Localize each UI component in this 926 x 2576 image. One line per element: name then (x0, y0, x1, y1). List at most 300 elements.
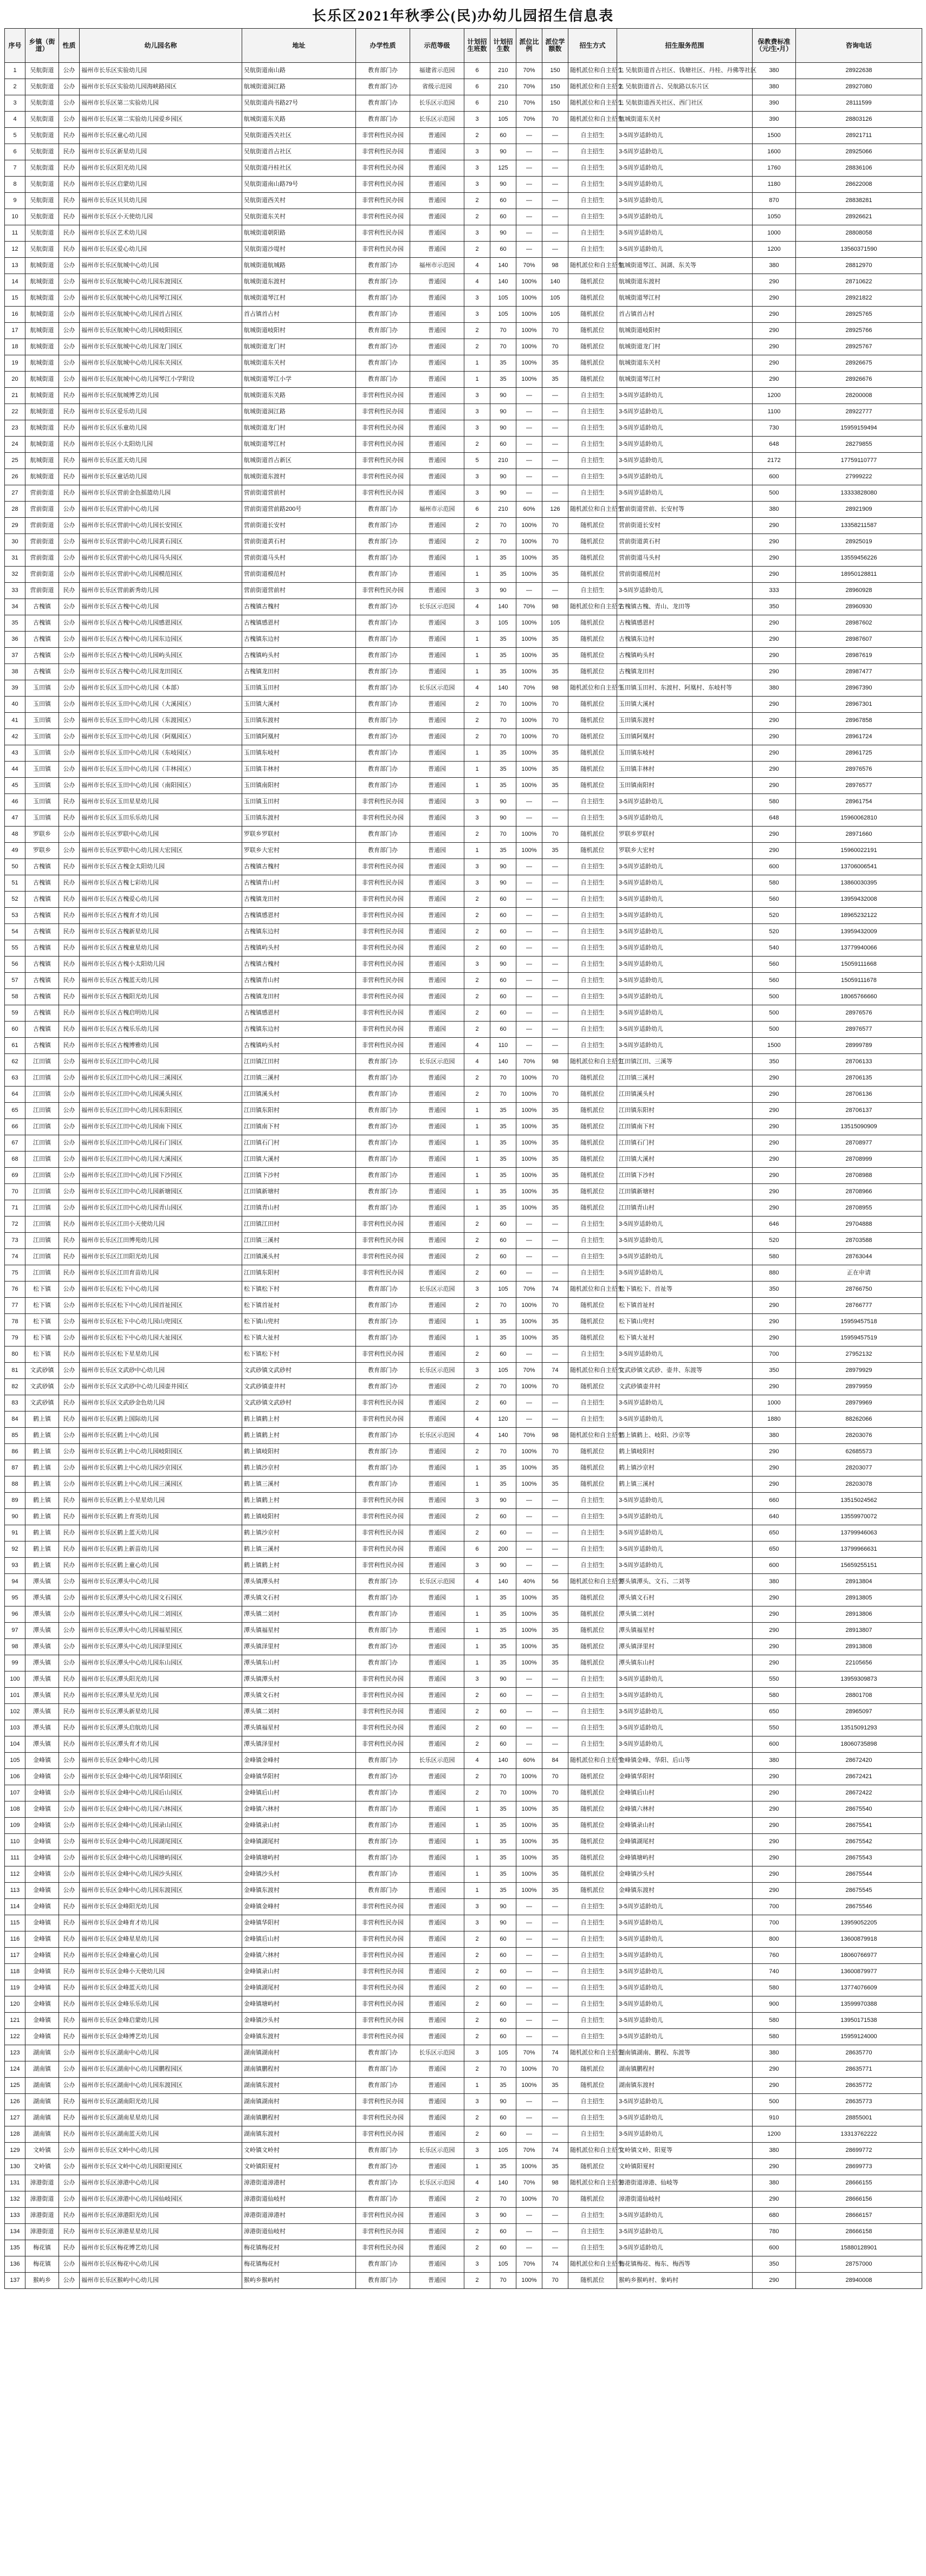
table-cell: 福州市长乐区湖南蓝天幼儿园 (80, 2126, 242, 2143)
table-cell: 648 (753, 437, 796, 453)
table-cell: 民办 (59, 2240, 80, 2256)
table-cell: — (542, 1996, 568, 2013)
table-cell: 35 (542, 1639, 568, 1655)
table-cell: 航城街道龙门村 (617, 339, 753, 355)
table-cell: 非营利性民办园 (356, 2208, 410, 2224)
table-cell: 104 (5, 1736, 25, 1753)
table-cell: 非营利性民办园 (356, 908, 410, 924)
table-cell: 普通园 (410, 1899, 464, 1915)
table-cell: 福州市长乐区金峰育才幼儿园 (80, 1915, 242, 1931)
table-cell: — (516, 160, 542, 177)
table-cell: 520 (753, 908, 796, 924)
table-cell: — (542, 1346, 568, 1363)
table-row (5, 1233, 922, 1249)
table-cell: 金峰镇华阳村 (242, 1769, 356, 1785)
table-cell: 35 (490, 632, 516, 648)
table-cell: 梅花镇 (25, 2240, 59, 2256)
table-cell: 自主招生 (568, 2208, 617, 2224)
table-cell: 随机派位 (568, 1184, 617, 1200)
table-cell: 2 (464, 2013, 490, 2029)
table-cell: 航城街道 (25, 355, 59, 372)
table-cell: 随机派位和自主招生 (568, 1428, 617, 1444)
table-cell: 福州市长乐区艺术幼儿园 (80, 225, 242, 242)
table-cell: — (516, 1931, 542, 1948)
table-cell: 自主招生 (568, 1265, 617, 1282)
table-cell: 35 (490, 372, 516, 388)
table-cell: 教育部门办 (356, 2045, 410, 2061)
table-cell: 28926675 (796, 355, 922, 372)
table-cell: 随机派位 (568, 372, 617, 388)
table-cell: 普通园 (410, 924, 464, 940)
table-cell: 金峰镇 (25, 1948, 59, 1964)
table-cell: — (516, 1525, 542, 1541)
table-cell: 74 (5, 1249, 25, 1265)
table-cell: 3-5周岁适龄幼儿 (617, 1931, 753, 1948)
table-cell: — (516, 242, 542, 258)
table-row (5, 2143, 922, 2159)
table-cell: 金峰镇金峰村 (242, 1753, 356, 1769)
table-cell: 1180 (753, 177, 796, 193)
table-cell: 非营利性民办园 (356, 1980, 410, 1996)
table-cell: 文岭镇 (25, 2159, 59, 2175)
table-cell: 古槐镇龙田村 (242, 989, 356, 1005)
table-cell: 玉田镇阿凰村 (242, 729, 356, 745)
table-cell: 70% (516, 1363, 542, 1379)
table-cell: 漳港街道仙岐村 (242, 2224, 356, 2240)
table-cell: 鹤上镇 (25, 1525, 59, 1541)
table-cell: 28967858 (796, 713, 922, 729)
table-row (5, 290, 922, 307)
table-cell: 90 (490, 225, 516, 242)
column-header: 派位比例 (516, 29, 542, 63)
table-cell: 13860030395 (796, 875, 922, 892)
table-cell: 650 (753, 1541, 796, 1558)
table-cell: 290 (753, 567, 796, 583)
table-cell: 90 (490, 1915, 516, 1931)
table-cell: 26 (5, 469, 25, 485)
table-cell: 60 (490, 2013, 516, 2029)
table-cell: 非营利性民办园 (356, 1915, 410, 1931)
table-cell: 1 (464, 1801, 490, 1818)
table-cell: 非营利性民办园 (356, 209, 410, 225)
table-cell: 390 (753, 112, 796, 128)
table-cell: 41 (5, 713, 25, 729)
table-cell: 福州市长乐区潭头中心幼儿园东山园区 (80, 1655, 242, 1671)
table-cell: 2 (464, 729, 490, 745)
table-cell: 70 (542, 1444, 568, 1460)
table-cell: 金峰镇 (25, 2013, 59, 2029)
table-cell: 1 (464, 1818, 490, 1834)
table-cell: 公办 (59, 518, 80, 534)
table-cell: 梅花镇梅花、梅东、梅西等 (617, 2256, 753, 2273)
table-cell: 福州市长乐区江田小天使幼儿园 (80, 1217, 242, 1233)
table-cell: 20 (5, 372, 25, 388)
table-cell: 普通园 (410, 2256, 464, 2273)
table-cell: 3-5周岁适龄幼儿 (617, 2240, 753, 2256)
table-cell: 金峰镇 (25, 1801, 59, 1818)
table-cell: 2. 吴航街道首占、吴航路以东片区 (617, 79, 753, 95)
table-cell: 65 (5, 1103, 25, 1119)
table-cell: 28979969 (796, 1395, 922, 1411)
table-cell: 自主招生 (568, 1720, 617, 1736)
table-cell: 2 (464, 1379, 490, 1395)
table-cell: 非营利性民办园 (356, 1217, 410, 1233)
table-cell: 湖南镇鹏程村 (242, 2061, 356, 2078)
table-cell: 公办 (59, 599, 80, 615)
table-cell: 公办 (59, 632, 80, 648)
table-cell: 非营利性民办园 (356, 193, 410, 209)
table-cell: 28812970 (796, 258, 922, 274)
table-cell: 文武砂镇文武砂村 (242, 1363, 356, 1379)
table-cell: 28976577 (796, 1022, 922, 1038)
table-cell: 67 (5, 1135, 25, 1152)
table-cell: 普通园 (410, 615, 464, 632)
table-cell: 2 (464, 209, 490, 225)
table-cell: 航城街道琴江村 (617, 372, 753, 388)
table-cell: 自主招生 (568, 160, 617, 177)
table-cell: 28666158 (796, 2224, 922, 2240)
table-cell: 鹤上镇鹤上村 (242, 1428, 356, 1444)
table-row (5, 1964, 922, 1980)
table-cell: 100% (516, 713, 542, 729)
table-cell: 28203076 (796, 1428, 922, 1444)
table-cell: — (516, 940, 542, 957)
table-cell: 航城街道东关村 (617, 112, 753, 128)
table-row (5, 2159, 922, 2175)
table-cell: 江田镇 (25, 1217, 59, 1233)
table-cell: 28706135 (796, 1070, 922, 1087)
table-cell: 随机派位 (568, 339, 617, 355)
table-cell: 江田镇 (25, 1265, 59, 1282)
table-cell: 民办 (59, 144, 80, 160)
table-cell: 普通园 (410, 1915, 464, 1931)
table-cell: 87 (5, 1460, 25, 1476)
table-row (5, 1525, 922, 1541)
table-cell: 福州市长乐区古槐中心幼儿园 (80, 599, 242, 615)
table-cell: 湖南镇湖南村 (242, 2094, 356, 2110)
column-header: 派位学额数 (542, 29, 568, 63)
table-cell: 1000 (753, 1395, 796, 1411)
table-cell: 9 (5, 193, 25, 209)
table-cell: 35 (542, 1476, 568, 1493)
table-cell: 福州市长乐区鹤上中心幼儿园岐阳园区 (80, 1444, 242, 1460)
table-cell: 39 (5, 680, 25, 697)
table-cell: 59 (5, 1005, 25, 1022)
table-cell: 公办 (59, 827, 80, 843)
table-cell: 自主招生 (568, 1395, 617, 1411)
table-cell: 公办 (59, 1785, 80, 1801)
table-cell: 290 (753, 1655, 796, 1671)
table-cell: 51 (5, 875, 25, 892)
table-cell: 35 (542, 1590, 568, 1606)
table-cell: 营前街道马头村 (242, 550, 356, 567)
table-cell: 文武砂镇文武砂村 (242, 1395, 356, 1411)
table-row (5, 924, 922, 940)
table-cell: 普通园 (410, 729, 464, 745)
table-cell: 随机派位 (568, 745, 617, 762)
table-cell: 潭头镇文石村 (242, 1590, 356, 1606)
table-cell: 文武砂镇壶井村 (617, 1379, 753, 1395)
table-cell: 28706136 (796, 1087, 922, 1103)
table-cell: 28926621 (796, 209, 922, 225)
table-cell: — (516, 1704, 542, 1720)
table-cell: 3-5周岁适龄幼儿 (617, 973, 753, 989)
table-cell: 鹤上镇 (25, 1509, 59, 1525)
table-cell: 福州市长乐区鹤上蓝天幼儿园 (80, 1525, 242, 1541)
table-cell: 福州市长乐区古槐七彩幼儿园 (80, 875, 242, 892)
table-cell: 100% (516, 2061, 542, 2078)
table-cell: 湖南镇 (25, 2061, 59, 2078)
table-cell: 湖南镇湖南、鹏程、东渡等 (617, 2045, 753, 2061)
table-cell: 公办 (59, 2159, 80, 2175)
table-cell: 3-5周岁适龄幼儿 (617, 1720, 753, 1736)
table-cell: 35 (490, 1850, 516, 1866)
table-cell: 290 (753, 290, 796, 307)
table-cell: 公办 (59, 1574, 80, 1590)
table-cell: 随机派位 (568, 1818, 617, 1834)
table-cell: 81 (5, 1363, 25, 1379)
column-header: 地址 (242, 29, 356, 63)
table-cell: 民办 (59, 193, 80, 209)
table-cell: 100% (516, 843, 542, 859)
table-cell: 13333828080 (796, 485, 922, 502)
table-cell: — (542, 144, 568, 160)
table-cell: 公办 (59, 339, 80, 355)
table-cell: 福州市长乐区航城中心幼儿园首占园区 (80, 307, 242, 323)
table-row (5, 1135, 922, 1152)
table-cell: 随机派位和自主招生 (568, 1753, 617, 1769)
table-row (5, 307, 922, 323)
table-cell: 84 (5, 1411, 25, 1428)
table-cell: 教育部门办 (356, 1379, 410, 1395)
table-cell: 普通园 (410, 1639, 464, 1655)
table-cell: 普通园 (410, 2240, 464, 2256)
table-row (5, 1346, 922, 1363)
table-cell: 罗联乡大宏村 (617, 843, 753, 859)
table-cell: 古槐镇 (25, 957, 59, 973)
table-cell: 380 (753, 2143, 796, 2159)
table-cell: 500 (753, 1005, 796, 1022)
table-cell: 普通园 (410, 1834, 464, 1850)
table-row (5, 258, 922, 274)
table-cell: 福州市长乐区鹤上童心幼儿园 (80, 1558, 242, 1574)
table-cell: 江田镇三溪村 (617, 1070, 753, 1087)
table-cell: 普通园 (410, 1184, 464, 1200)
table-cell: 普通园 (410, 1736, 464, 1753)
table-cell: 74 (542, 2045, 568, 2061)
table-cell: 福州市长乐区金峰博艺幼儿园 (80, 2029, 242, 2045)
table-cell: 60 (490, 1022, 516, 1038)
table-row (5, 177, 922, 193)
table-cell: 普通园 (410, 973, 464, 989)
table-cell: 2 (464, 1444, 490, 1460)
table-cell: 金峰镇 (25, 1818, 59, 1834)
table-cell: 90 (490, 2208, 516, 2224)
table-cell: 民办 (59, 1688, 80, 1704)
table-cell: 290 (753, 1314, 796, 1330)
table-cell: 122 (5, 2029, 25, 2045)
table-cell: 非营利性民办园 (356, 1899, 410, 1915)
table-cell: 福州市长乐区玉田星星幼儿园 (80, 794, 242, 810)
table-cell: 380 (753, 1574, 796, 1590)
table-cell: 28999789 (796, 1038, 922, 1054)
table-cell: 28675542 (796, 1834, 922, 1850)
table-cell: 公办 (59, 323, 80, 339)
table-cell: 福州市长乐区小太阳幼儿园 (80, 437, 242, 453)
table-cell: 玉田镇 (25, 697, 59, 713)
table-row (5, 1850, 922, 1866)
table-cell: 290 (753, 1379, 796, 1395)
table-cell: 普通园 (410, 1135, 464, 1152)
table-cell: 教育部门办 (356, 1363, 410, 1379)
table-cell: 公办 (59, 1152, 80, 1168)
table-row (5, 843, 922, 859)
table-cell: 玉田镇丰林村 (242, 762, 356, 778)
table-cell: 70 (542, 112, 568, 128)
table-cell: 28708966 (796, 1184, 922, 1200)
table-row (5, 1866, 922, 1883)
table-cell: 28940008 (796, 2273, 922, 2289)
table-cell: 吴航街道沙堤村 (242, 242, 356, 258)
table-cell: 普通园 (410, 1688, 464, 1704)
table-cell: 玉田镇 (25, 745, 59, 762)
table-cell: — (516, 225, 542, 242)
table-cell: 35 (542, 632, 568, 648)
table-cell: 3-5周岁适龄幼儿 (617, 1915, 753, 1931)
table-cell: 玉田镇阿凰村 (617, 729, 753, 745)
table-cell: 2 (464, 989, 490, 1005)
table-cell: 100% (516, 1330, 542, 1346)
table-cell: 教育部门办 (356, 1428, 410, 1444)
table-cell: 鹤上镇鹤上村 (242, 1411, 356, 1428)
table-cell: 83 (5, 1395, 25, 1411)
table-cell: 鹤上镇 (25, 1476, 59, 1493)
table-cell: 120 (490, 1411, 516, 1428)
table-cell: 3 (464, 485, 490, 502)
table-cell: 150 (542, 79, 568, 95)
table-cell: 45 (5, 778, 25, 794)
table-cell: — (516, 875, 542, 892)
table-cell: 2 (464, 2224, 490, 2240)
table-cell: 8 (5, 177, 25, 193)
table-cell: 随机派位 (568, 843, 617, 859)
table-cell: 23 (5, 420, 25, 437)
table-cell: 100% (516, 664, 542, 680)
table-cell: 3-5周岁适龄幼儿 (617, 1704, 753, 1720)
table-cell: 航城街道岐阳村 (617, 323, 753, 339)
table-cell: 福州市长乐区小天使幼儿园 (80, 209, 242, 225)
table-cell: 江田镇 (25, 1200, 59, 1217)
table-cell: 63 (5, 1070, 25, 1087)
table-cell: 290 (753, 1476, 796, 1493)
table-cell: 2 (464, 908, 490, 924)
table-cell: 吴航街道 (25, 177, 59, 193)
table-cell: 1 (464, 1119, 490, 1135)
table-cell: 13515024562 (796, 1493, 922, 1509)
table-cell: 吴航街道 (25, 63, 59, 79)
table-cell: 航城街道东渡村 (617, 274, 753, 290)
table-cell: 福州市长乐区营前中心幼儿园长安园区 (80, 518, 242, 534)
table-cell: 教育部门办 (356, 550, 410, 567)
table-cell: — (516, 973, 542, 989)
column-header: 咨询电话 (796, 29, 922, 63)
table-cell: 100% (516, 1152, 542, 1168)
table-cell: 福州市长乐区金峰中心幼儿园湖尾园区 (80, 1834, 242, 1850)
table-row (5, 323, 922, 339)
table-cell: 福州市长乐区古槐育才幼儿园 (80, 908, 242, 924)
table-cell: 70 (542, 339, 568, 355)
table-cell: 70 (542, 1785, 568, 1801)
table-cell: 28766750 (796, 1282, 922, 1298)
table-cell: 15059111678 (796, 973, 922, 989)
table-cell: 普通园 (410, 1671, 464, 1688)
table-row (5, 2126, 922, 2143)
table-cell: 福州市长乐区鹤上育英幼儿园 (80, 1509, 242, 1525)
table-cell: 古槐镇屿头村 (242, 648, 356, 664)
table-cell: 70% (516, 112, 542, 128)
table-cell: 13599970388 (796, 1996, 922, 2013)
table-cell: 35 (490, 1801, 516, 1818)
table-row (5, 1818, 922, 1834)
table-cell: 28987477 (796, 664, 922, 680)
table-cell: — (516, 1915, 542, 1931)
table-cell: 非营利性民办园 (356, 225, 410, 242)
table-cell: — (542, 1249, 568, 1265)
table-cell: 13799946063 (796, 1525, 922, 1541)
table-cell: 自主招生 (568, 1346, 617, 1363)
table-cell: 70% (516, 2256, 542, 2273)
table-cell: 100% (516, 1655, 542, 1671)
table-cell: 60 (490, 1525, 516, 1541)
table-cell: 290 (753, 615, 796, 632)
table-cell: 70 (542, 2191, 568, 2208)
table-cell: 教育部门办 (356, 112, 410, 128)
table-row (5, 388, 922, 404)
table-cell: 文岭镇文岭村 (242, 2143, 356, 2159)
table-cell: 民办 (59, 892, 80, 908)
table-cell: 教育部门办 (356, 518, 410, 534)
table-cell: 1. 吴航街道首占社区、钱塘社区、丹桂、丹佛等社区 (617, 63, 753, 79)
table-cell: 70 (542, 2273, 568, 2289)
table-cell: 福州市长乐区湖南中心幼儿园 (80, 2045, 242, 2061)
table-cell: 3-5周岁适龄幼儿 (617, 810, 753, 827)
table-cell: 随机派位 (568, 355, 617, 372)
table-cell: — (516, 404, 542, 420)
table-cell: 玉田镇东渡村 (242, 810, 356, 827)
table-cell: 35 (542, 1168, 568, 1184)
table-cell: 鹤上镇 (25, 1460, 59, 1476)
table-cell: 非营利性民办园 (356, 404, 410, 420)
table-cell: 15880128901 (796, 2240, 922, 2256)
table-cell: 90 (490, 794, 516, 810)
table-cell: 50 (5, 859, 25, 875)
table-cell: 60 (490, 437, 516, 453)
table-cell: 民办 (59, 160, 80, 177)
table-cell: 28708977 (796, 1135, 922, 1152)
table-cell: 1500 (753, 1038, 796, 1054)
table-cell: 松下镇松下、首祉等 (617, 1282, 753, 1298)
table-cell: 29704888 (796, 1217, 922, 1233)
table-cell: 金峰镇 (25, 1980, 59, 1996)
table-cell: — (516, 2029, 542, 2045)
table-cell: 普通园 (410, 1509, 464, 1525)
table-cell: 漳港街道漳港、仙岐等 (617, 2175, 753, 2191)
table-cell: 航城街道 (25, 388, 59, 404)
table-cell: 玉田镇 (25, 680, 59, 697)
table-cell: 3-5周岁适龄幼儿 (617, 2013, 753, 2029)
table-row (5, 2240, 922, 2256)
table-cell: 100% (516, 762, 542, 778)
